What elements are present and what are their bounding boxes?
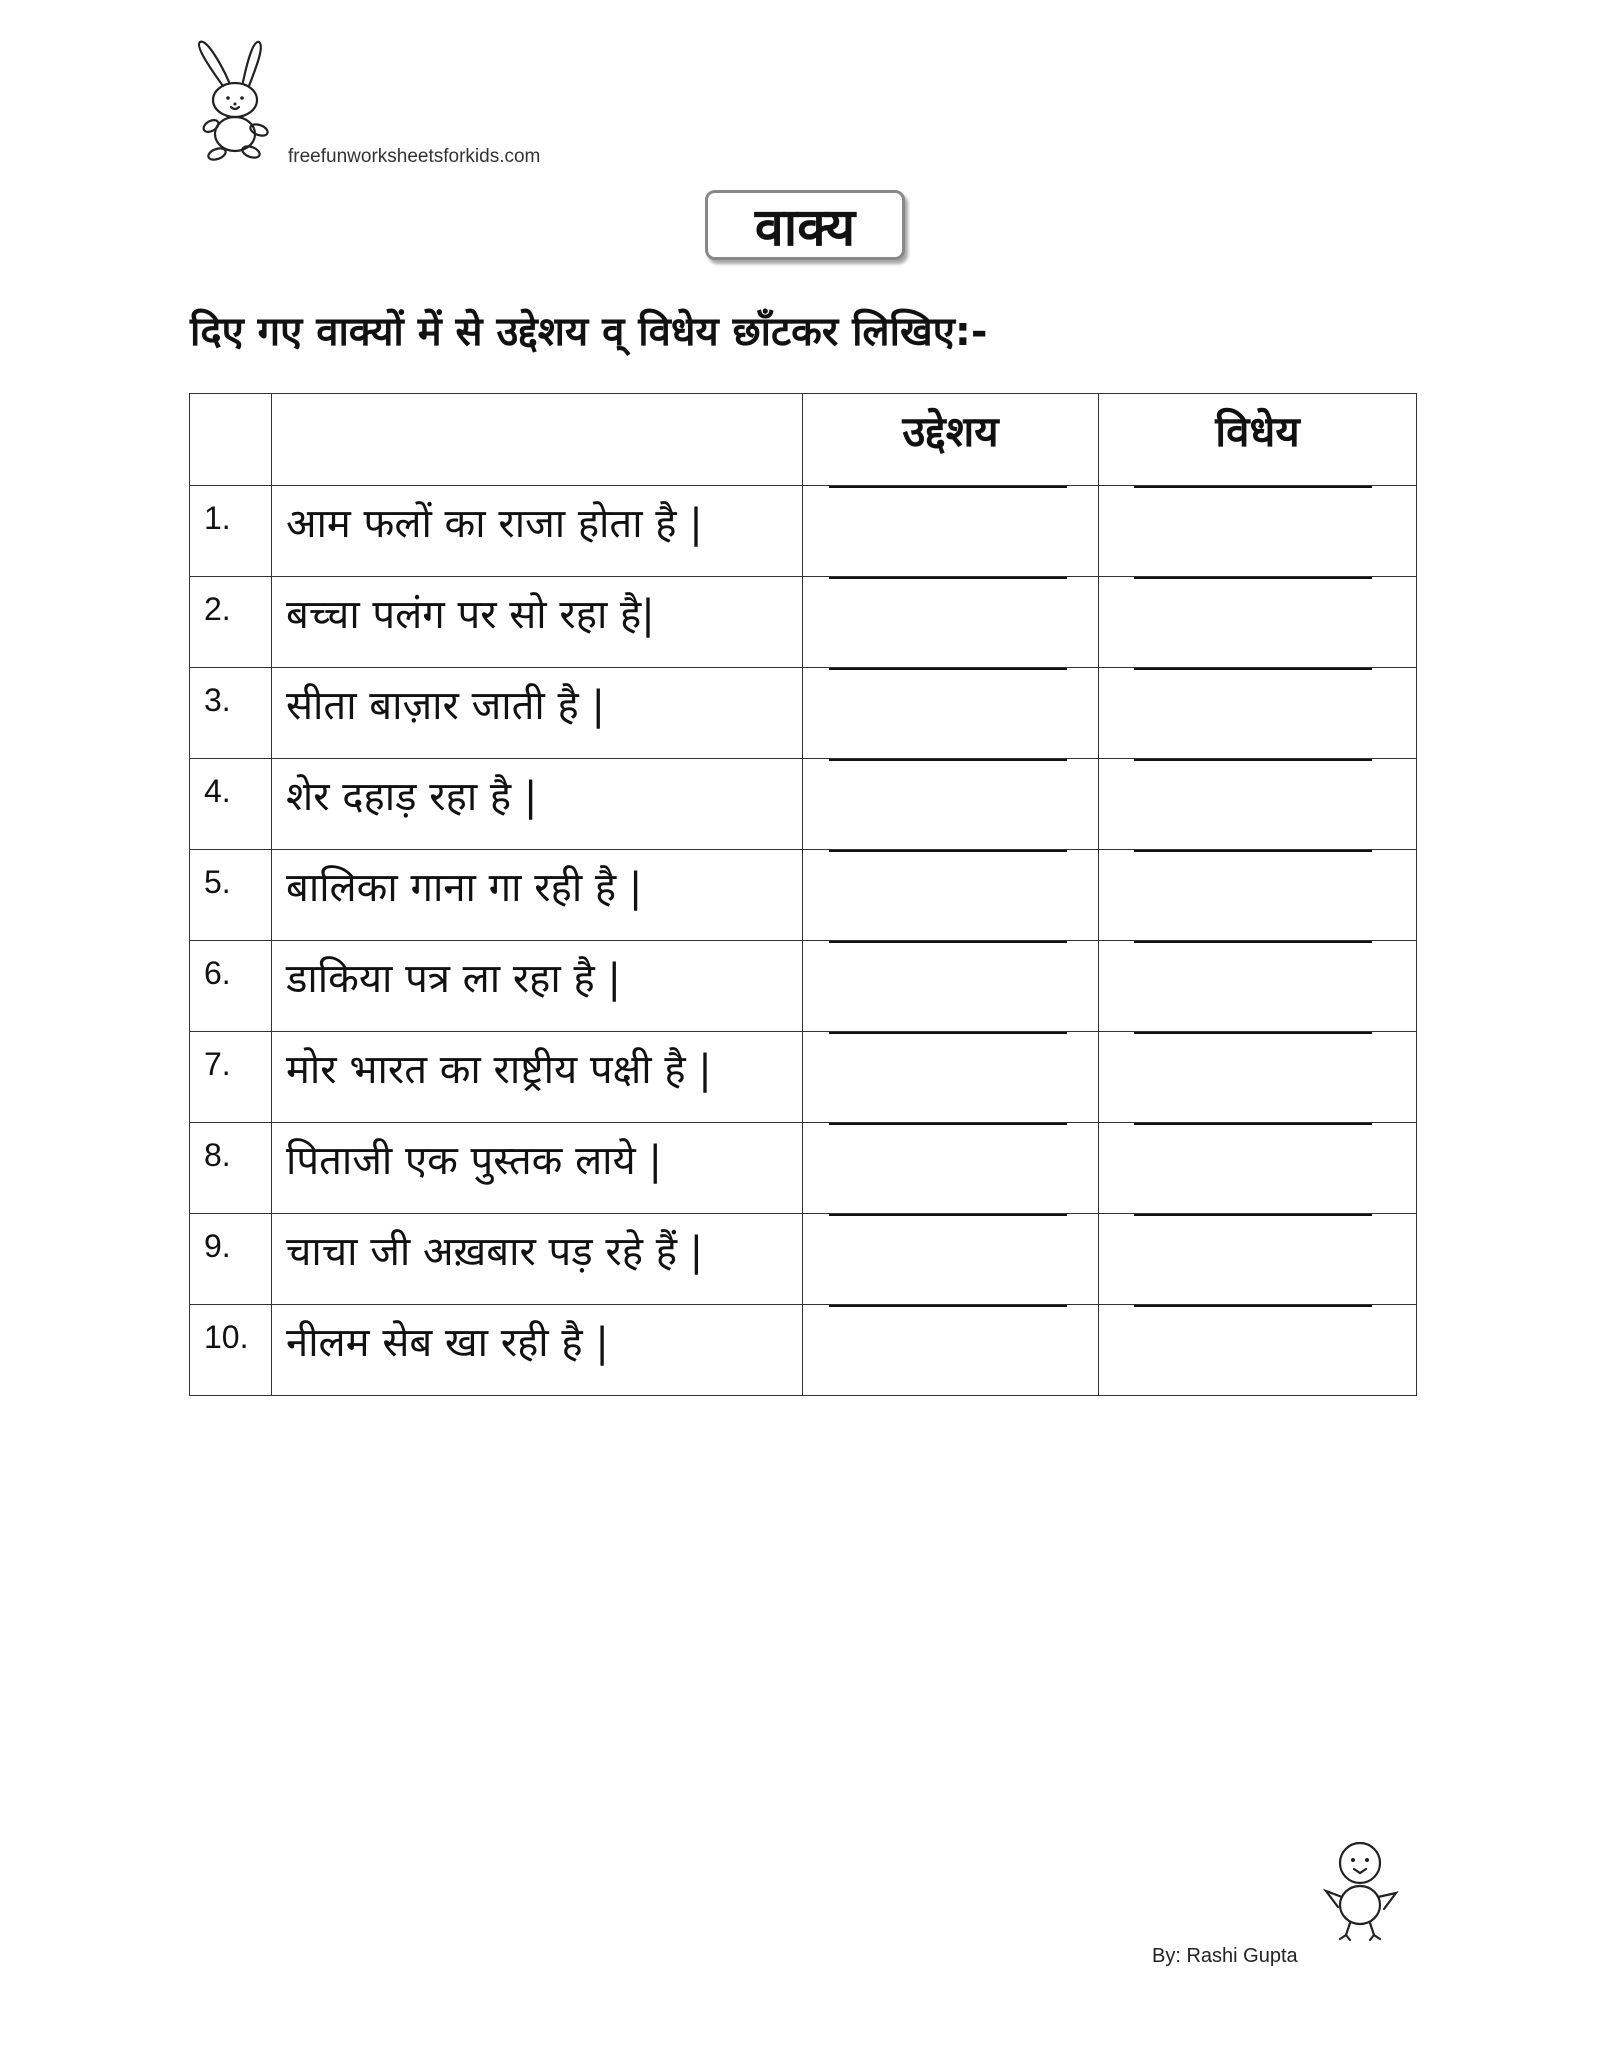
answer-line <box>829 577 1067 579</box>
row-number: 8. <box>190 1123 272 1214</box>
predicate-answer-blank[interactable] <box>1099 850 1417 941</box>
answer-line <box>1134 1032 1372 1034</box>
answer-line <box>829 1305 1067 1307</box>
answer-line <box>1134 486 1372 488</box>
sentence-text: चाचा जी अख़बार पड़ रहे हैं | <box>272 1214 803 1305</box>
row-number: 10. <box>190 1305 272 1396</box>
answer-line <box>829 1214 1067 1216</box>
predicate-answer-blank[interactable] <box>1099 1214 1417 1305</box>
predicate-answer-blank[interactable] <box>1099 486 1417 577</box>
table-row <box>190 850 1417 941</box>
sentence-text: डाकिया पत्र ला रहा है | <box>272 941 803 1032</box>
worksheet-table <box>189 393 1417 1396</box>
subject-answer-blank[interactable] <box>803 1123 1099 1214</box>
answer-line <box>1134 850 1372 852</box>
subject-answer-blank[interactable] <box>803 577 1099 668</box>
predicate-answer-blank[interactable] <box>1099 577 1417 668</box>
table-row <box>190 668 1417 759</box>
subject-answer-blank[interactable] <box>803 941 1099 1032</box>
table-row <box>190 1214 1417 1305</box>
row-number: 3. <box>190 668 272 759</box>
answer-line <box>829 941 1067 943</box>
author-credit: By: Rashi Gupta <box>1152 1945 1298 1967</box>
row-number: 9. <box>190 1214 272 1305</box>
predicate-answer-blank[interactable] <box>1099 1123 1417 1214</box>
subject-answer-blank[interactable] <box>803 1214 1099 1305</box>
row-number: 1. <box>190 486 272 577</box>
answer-line <box>829 1032 1067 1034</box>
row-number: 7. <box>190 1032 272 1123</box>
subject-answer-blank[interactable] <box>803 668 1099 759</box>
sentence-text: बालिका गाना गा रही है | <box>272 850 803 941</box>
table-row <box>190 1305 1417 1396</box>
row-number: 5. <box>190 850 272 941</box>
worksheet-title: वाक्य <box>705 190 905 260</box>
header-subject: उद्देशय <box>803 394 1099 486</box>
table-row <box>190 1032 1417 1123</box>
sentence-text: नीलम सेब खा रही है | <box>272 1305 803 1396</box>
sentence-text: मोर भारत का राष्ट्रीय पक्षी है | <box>272 1032 803 1123</box>
sentence-text: आम फलों का राजा होता है | <box>272 486 803 577</box>
header-blank-cell <box>272 394 803 486</box>
table-row <box>190 1123 1417 1214</box>
predicate-answer-blank[interactable] <box>1099 759 1417 850</box>
sentence-text: शेर दहाड़ रहा है | <box>272 759 803 850</box>
predicate-answer-blank[interactable] <box>1099 1032 1417 1123</box>
bunny-logo-icon <box>185 38 285 168</box>
sentence-text: पिताजी एक पुस्तक लाये | <box>272 1123 803 1214</box>
answer-line <box>1134 1305 1372 1307</box>
table-row <box>190 486 1417 577</box>
answer-line <box>1134 577 1372 579</box>
table-row <box>190 941 1417 1032</box>
predicate-answer-blank[interactable] <box>1099 668 1417 759</box>
answer-line <box>829 1123 1067 1125</box>
subject-answer-blank[interactable] <box>803 486 1099 577</box>
answer-line <box>829 759 1067 761</box>
predicate-answer-blank[interactable] <box>1099 1305 1417 1396</box>
table-row <box>190 577 1417 668</box>
answer-line <box>829 668 1067 670</box>
row-number: 4. <box>190 759 272 850</box>
subject-answer-blank[interactable] <box>803 1032 1099 1123</box>
subject-answer-blank[interactable] <box>803 850 1099 941</box>
website-url: freefunworksheetsforkids.com <box>288 146 541 167</box>
predicate-answer-blank[interactable] <box>1099 941 1417 1032</box>
table-row <box>190 759 1417 850</box>
answer-line <box>1134 668 1372 670</box>
chick-mascot-icon <box>1320 1835 1400 1945</box>
answer-line <box>1134 1214 1372 1216</box>
answer-line <box>1134 1123 1372 1125</box>
answer-line <box>829 486 1067 488</box>
row-number: 2. <box>190 577 272 668</box>
row-number: 6. <box>190 941 272 1032</box>
sentence-text: बच्चा पलंग पर सो रहा है| <box>272 577 803 668</box>
answer-line <box>1134 941 1372 943</box>
instruction-text: दिए गए वाक्यों में से उद्देशय व् विधेय छाँटकर लिखिए:- <box>190 309 988 355</box>
header-blank-cell <box>190 394 272 486</box>
sentence-text: सीता बाज़ार जाती है | <box>272 668 803 759</box>
table-header-row <box>190 394 1417 486</box>
subject-answer-blank[interactable] <box>803 759 1099 850</box>
header-predicate: विधेय <box>1099 394 1417 486</box>
answer-line <box>1134 759 1372 761</box>
answer-line <box>829 850 1067 852</box>
subject-answer-blank[interactable] <box>803 1305 1099 1396</box>
